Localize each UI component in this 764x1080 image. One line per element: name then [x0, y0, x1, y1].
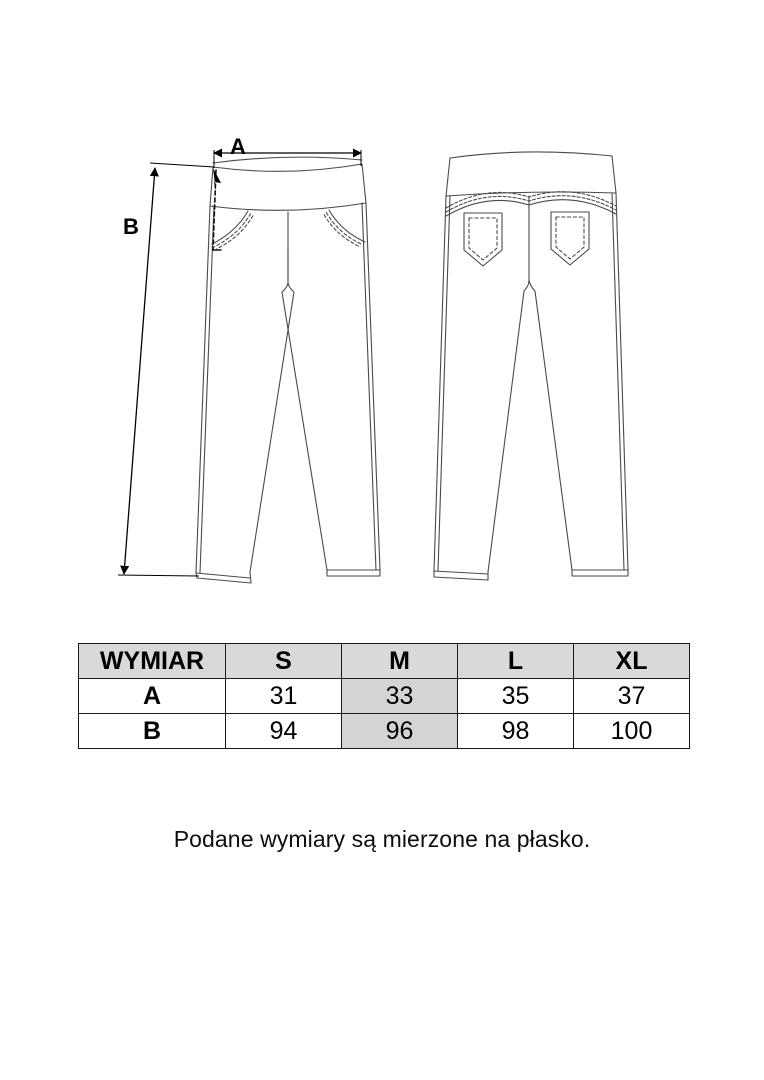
back-waistband-bottom	[446, 192, 616, 196]
front-right-pocket-curve	[329, 210, 365, 242]
table-row	[79, 714, 690, 749]
cell-b-m: 96	[342, 714, 458, 749]
cell-a-m: 33	[342, 679, 458, 714]
back-yoke-seam	[446, 200, 616, 216]
back-left-inseam	[488, 280, 529, 572]
cell-b-xl: 100	[574, 714, 690, 749]
cell-a-s: 31	[226, 679, 342, 714]
table-header-row	[79, 644, 690, 679]
size-table-container	[78, 643, 686, 749]
size-table	[78, 643, 690, 749]
dimension-b-leader-bottom	[118, 575, 199, 576]
front-left-inseam	[250, 250, 294, 572]
header-cell-wymiar: WYMIAR	[79, 644, 226, 679]
back-left-hem-inner	[434, 577, 488, 580]
header-cell-s: S	[226, 644, 342, 679]
dimension-label-b: B	[123, 214, 139, 239]
back-view	[434, 152, 628, 580]
front-left-side-seam	[196, 206, 210, 573]
header-cell-xl: XL	[574, 644, 690, 679]
back-left-hem	[434, 571, 488, 574]
back-left-pocket	[464, 213, 502, 266]
back-waistband-top	[450, 152, 612, 158]
row-label-b: B	[79, 714, 226, 749]
front-view	[196, 157, 380, 583]
cell-a-l: 35	[458, 679, 574, 714]
back-right-pocket-stitch	[556, 217, 584, 259]
front-left-pocket-stitch-inner	[217, 216, 253, 249]
front-left-hem-side	[250, 572, 251, 583]
back-right-inseam	[529, 280, 572, 570]
back-left-pocket-stitch	[469, 218, 497, 260]
back-waistband-right	[612, 156, 616, 193]
front-left-hem	[196, 573, 250, 578]
dimension-label-a: A	[230, 134, 246, 159]
back-waistband-left	[446, 158, 450, 196]
header-cell-m: M	[342, 644, 458, 679]
fly-arrow-marker	[213, 168, 221, 192]
row-label-a: A	[79, 679, 226, 714]
front-left-side-seam-inner	[200, 206, 214, 573]
back-right-pocket	[551, 212, 589, 265]
front-waistband-inner	[213, 164, 362, 171]
front-waistband-right	[362, 164, 366, 203]
front-waistband-left	[210, 167, 213, 206]
measurement-note: Podane wymiary są mierzone na płasko.	[173, 826, 591, 852]
cell-a-xl: 37	[574, 679, 690, 714]
header-cell-l: L	[458, 644, 574, 679]
front-left-hem-inner	[197, 578, 251, 583]
cell-b-s: 94	[226, 714, 342, 749]
front-right-pocket-stitch-inner	[324, 215, 360, 247]
front-left-pocket-curve	[212, 211, 248, 244]
front-right-side-seam	[366, 203, 380, 570]
table-row	[79, 679, 690, 714]
cell-b-l: 98	[458, 714, 574, 749]
dimension-lines	[118, 150, 361, 576]
front-right-side-seam-inner	[362, 203, 376, 570]
front-waistband-bottom	[210, 203, 366, 210]
dimension-b-leader-top	[150, 163, 214, 167]
